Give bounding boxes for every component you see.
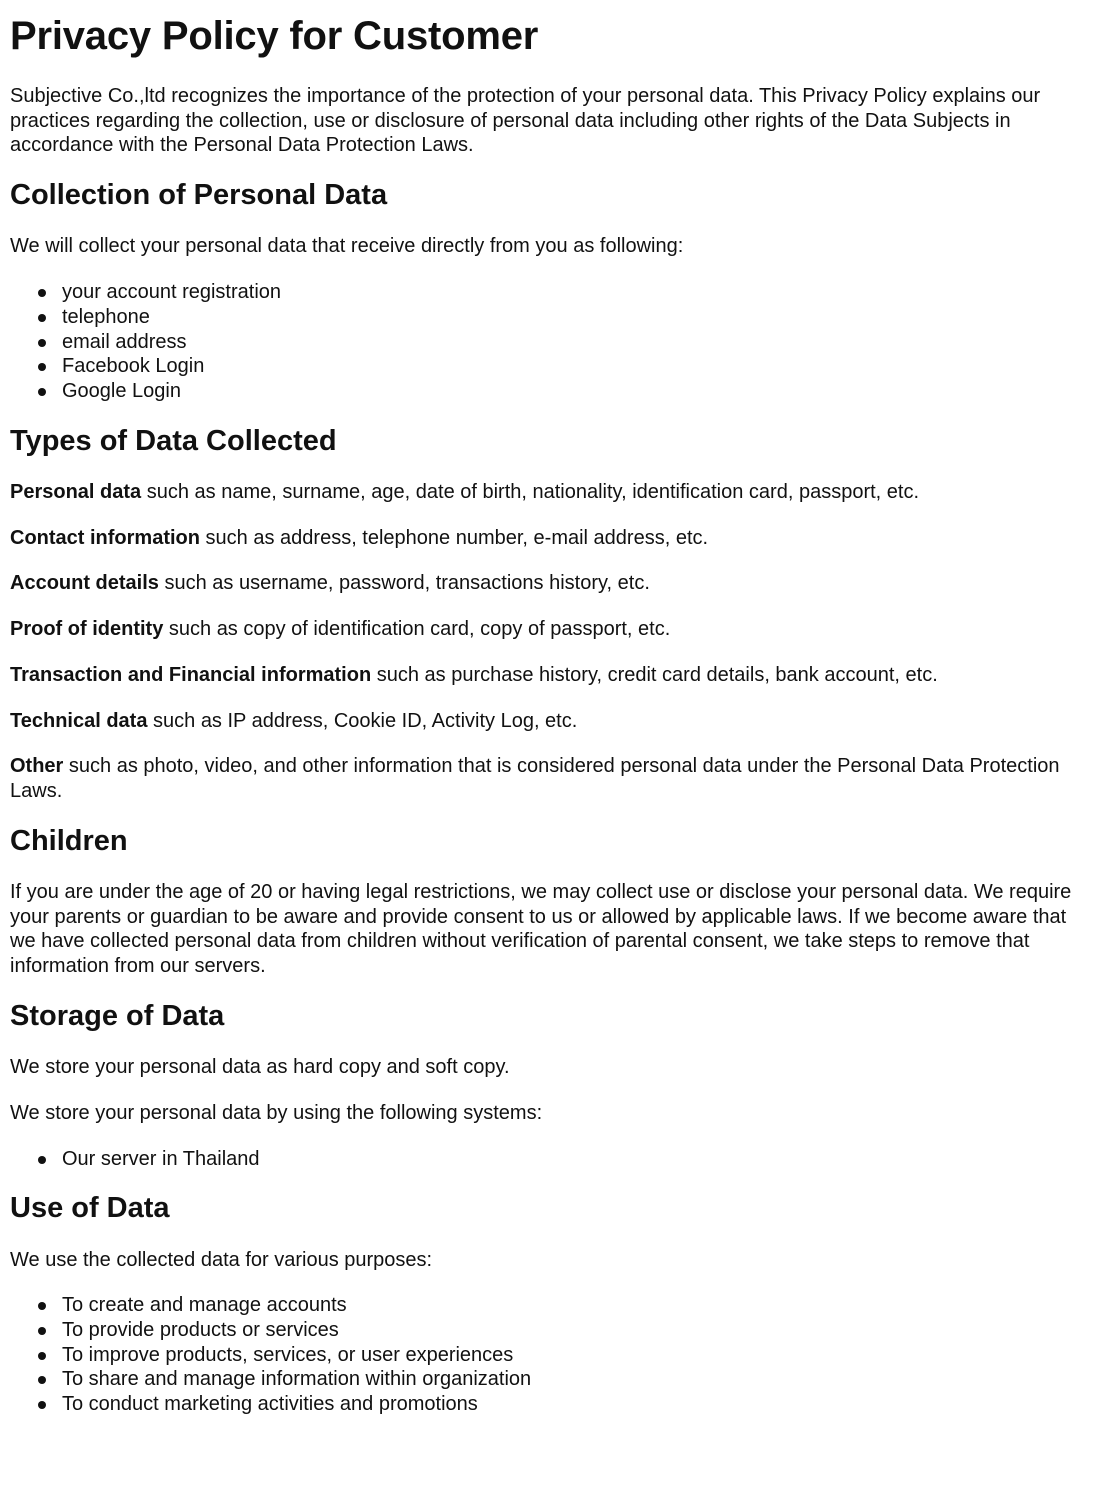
type-term: Proof of identity xyxy=(10,618,164,641)
type-term: Transaction and Financial information xyxy=(10,663,372,686)
list-item: email address xyxy=(62,330,1088,355)
type-entry: Personal data such as name, surname, age, date of birth, nationality, identification card, passport, etc. xyxy=(10,481,920,504)
section-heading-use: Use of Data xyxy=(10,1192,170,1225)
type-entry: Contact information such as address, telephone number, e-mail address, etc. xyxy=(10,526,709,549)
bullet-icon xyxy=(38,289,46,297)
bullet-icon xyxy=(38,1352,46,1360)
list-item: Facebook Login xyxy=(62,354,1088,379)
list-item: To create and manage accounts xyxy=(62,1293,1088,1318)
type-term: Other xyxy=(10,755,64,778)
type-entry: Other such as photo, video, and other information that is considered personal data under the Personal Data Protection Laws. xyxy=(10,755,1060,802)
bullet-icon xyxy=(38,314,46,322)
storage-paragraph-1: We store your personal data as hard copy and soft copy. xyxy=(10,1056,510,1079)
use-list xyxy=(10,1293,1088,1417)
type-term: Contact information xyxy=(10,526,200,549)
type-entry: Technical data such as IP address, Cookie ID, Activity Log, etc. xyxy=(10,709,578,732)
bullet-icon xyxy=(38,1327,46,1335)
list-item: your account registration xyxy=(62,280,1088,305)
list-item: Google Login xyxy=(62,379,1088,404)
type-entry: Transaction and Financial information such as purchase history, credit card details, bank account, etc. xyxy=(10,663,938,686)
list-item: Our server in Thailand xyxy=(62,1147,1088,1172)
use-lead: We use the collected data for various purposes: xyxy=(10,1248,433,1271)
section-heading-storage: Storage of Data xyxy=(10,999,225,1032)
section-heading-collection: Collection of Personal Data xyxy=(10,179,388,212)
list-item: telephone xyxy=(62,305,1088,330)
bullet-icon xyxy=(38,388,46,396)
type-entry: Proof of identity such as copy of identification card, copy of passport, etc. xyxy=(10,618,671,641)
storage-paragraph-2: We store your personal data by using the following systems: xyxy=(10,1101,543,1124)
list-item: To conduct marketing activities and promotions xyxy=(62,1392,1088,1417)
bullet-icon xyxy=(38,339,46,347)
children-paragraph: If you are under the age of 20 or having legal restrictions, we may collect use or disclose your personal data. We require your parents or guardian to be aware and provide consent to us or allowed by applicable laws. If we become aware that we have collected personal data from children without verification of parental consent, we take steps to remove that information from our servers. xyxy=(10,880,1072,978)
bullet-icon xyxy=(38,1156,46,1164)
section-heading-types: Types of Data Collected xyxy=(10,424,337,457)
type-term: Account details xyxy=(10,572,159,595)
intro-paragraph: Subjective Co.,ltd recognizes the importance of the protection of your personal data. This Privacy Policy explains our practices regarding the collection, use or disclosure of personal data including other rights of the Data Subjects in accordance with the Personal Data Protection Laws. xyxy=(10,85,1041,157)
bullet-icon xyxy=(38,1401,46,1409)
list-item: To improve products, services, or user experiences xyxy=(62,1343,1088,1368)
type-term: Personal data xyxy=(10,481,142,504)
collection-lead: We will collect your personal data that receive directly from you as following: xyxy=(10,235,684,258)
bullet-icon xyxy=(38,1376,46,1384)
list-item: To provide products or services xyxy=(62,1318,1088,1343)
collection-list xyxy=(10,280,1088,404)
list-item: To share and manage information within organization xyxy=(62,1367,1088,1392)
section-heading-children: Children xyxy=(10,824,128,857)
type-entry: Account details such as username, password, transactions history, etc. xyxy=(10,572,650,595)
bullet-icon xyxy=(38,1302,46,1310)
page-title: Privacy Policy for Customer xyxy=(10,14,539,58)
type-term: Technical data xyxy=(10,709,148,732)
bullet-icon xyxy=(38,363,46,371)
storage-list xyxy=(10,1147,1088,1172)
